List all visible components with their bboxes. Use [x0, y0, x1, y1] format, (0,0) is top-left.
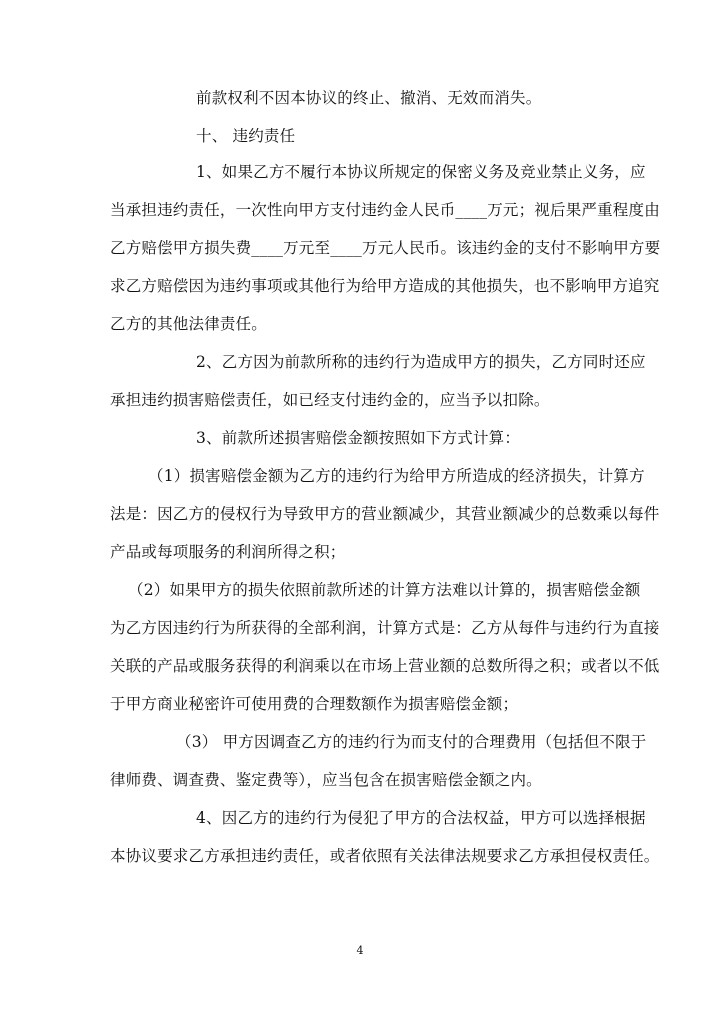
paragraph-line: （3） 甲方因调查乙方的违约行为而支付的合理费用（包括但不限于	[176, 733, 647, 751]
paragraph-line: 求乙方赔偿因为违约事项或其他行为给甲方造成的其他损失，也不影响甲方追究	[110, 277, 660, 295]
paragraph-line: 法是：因乙方的侵权行为导致甲方的营业额减少，其营业额减少的总数乘以每件	[110, 505, 660, 523]
paragraph-line: 于甲方商业秘密许可使用费的合理数额作为损害赔偿金额；	[110, 695, 519, 713]
paragraph-line: 本协议要求乙方承担违约责任，或者依照有关法律法规要求乙方承担侵权责任。	[110, 847, 660, 865]
paragraph-line: 为乙方因违约行为所获得的全部利润，计算方式是：乙方从每件与违约行为直接	[110, 619, 660, 637]
paragraph-line: 2、乙方因为前款所称的违约行为造成甲方的损失，乙方同时还应	[196, 353, 646, 371]
paragraph-line: 1、如果乙方不履行本协议所规定的保密义务及竞业禁止义务，应	[196, 163, 646, 181]
paragraph-line: 关联的产品或服务获得的利润乘以在市场上营业额的总数所得之积；或者以不低	[110, 657, 660, 675]
paragraph-line: 乙方赔偿甲方损失费____万元至____万元人民币。该违约金的支付不影响甲方要	[110, 239, 661, 257]
paragraph-line: 3、前款所述损害赔偿金额按照如下方式计算：	[196, 429, 521, 447]
paragraph-line: （2）如果甲方的损失依照前款所述的计算方法难以计算的，损害赔偿金额	[128, 581, 641, 599]
paragraph-line: 4、因乙方的违约行为侵犯了甲方的合法权益，甲方可以选择根据	[196, 809, 646, 827]
page-number: 4	[356, 944, 364, 957]
paragraph-line: 产品或每项服务的利润所得之积；	[110, 543, 346, 561]
paragraph-line: （1）损害赔偿金额为乙方的违约行为给甲方所造成的经济损失，计算方	[148, 467, 645, 485]
paragraph-line: 承担违约损害赔偿责任，如已经支付违约金的，应当予以扣除。	[110, 391, 550, 409]
paragraph-line: 当承担违约责任，一次性向甲方支付违约金人民币____万元；视后果严重程度由	[110, 201, 660, 219]
paragraph-line: 乙方的其他法律责任。	[110, 315, 268, 333]
section-heading: 十、 违约责任	[196, 127, 296, 145]
paragraph-line: 律师费、调查费、鉴定费等），应当包含在损害赔偿金额之内。	[110, 771, 542, 789]
paragraph-line: 前款权利不因本协议的终止、撤消、无效而消失。	[196, 89, 542, 107]
